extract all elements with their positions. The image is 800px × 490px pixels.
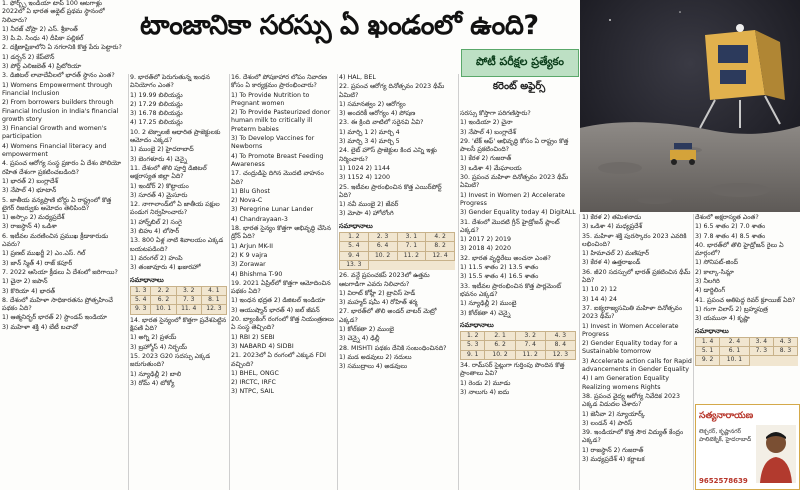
question-line: 33. ఇటీవల ప్రారంభించిన కొత్త పార్లమెంట్ భవనం ఎక్కడ? (460, 282, 562, 298)
answer-key-cell: 12. 4 (426, 251, 455, 260)
question-line: 29. 'టేక్ ఆఫ్' అభివృద్ధి కోసం ఏ రాష్ట్రం కొత్త పాలసీ ప్రకటించింది? (460, 137, 569, 154)
answer-key-cell: 3. 4 (749, 337, 773, 346)
answer-key-table (695, 337, 798, 366)
question-line: 1) 19.99 బిలియన్లు (130, 91, 183, 99)
question-line: 28. MISHTI పథకం దేనికి సంబంధించినది? (339, 344, 447, 352)
question-line: 1) సమానత్వం 2) ఆరోగ్యం (339, 100, 406, 108)
answer-key-cell: 7. 3 (749, 347, 773, 356)
question-line: 16. దేశంలో పోషకాహార లోపం నివారణ కోసం ఏ కార్యక్రమం ప్రారంభించారు? (231, 74, 328, 90)
question-line: 31. దేశంలో మొదటి గ్రీన్ హైడ్రోజన్ ప్లాంట్ ఎక్కడ? (460, 218, 560, 234)
question-line: 17. చంద్రుడిపై దిగిన మొదటి వాహనం ఏది? (231, 170, 324, 186)
question-line: 32. భారత వృద్ధిరేటు అంచనా ఎంత? (460, 254, 551, 262)
question-line: 1) న్యూఢిల్లీ 2) ముంబై (460, 300, 517, 308)
question-line: 3) మహిళా శక్తి 4) బేటీ బచావో (2, 323, 78, 331)
question-line: 1) 11.5 శాతం 2) 13.5 శాతం (460, 264, 539, 272)
question-line: 4) To Promote Breast Feeding Awareness (231, 152, 324, 168)
question-line: 4) HAL, BEL (339, 74, 376, 81)
question-line: 39. ఇండియాలో కొత్త సౌర విద్యుత్ కేంద్రం ఎక్కడ? (582, 429, 684, 445)
answer-key-cell: 9. 1 (461, 350, 485, 359)
question-line: 3) మోపా 4) హోలోంగి (339, 210, 394, 218)
answer-key-cell: 8. 3 (773, 347, 797, 356)
answer-key-cell: 7. 1 (397, 242, 426, 251)
question-line: 1. ఫోర్బ్స్ ఇండియా టాప్ 100 ఆటగాళ్లు 2022లో ఏ భారత అథ్లెట్ ప్రథమ స్థానంలో నిలిచారు? (2, 0, 105, 24)
author-name: సత్యనారాయణ (699, 411, 754, 421)
answer-key-cell: 8. 1 (201, 296, 226, 305)
question-line: 9. భారత్‌లో పెరుగుతున్న ఇంధన వినియోగం ఎంత? (130, 74, 210, 90)
question-line: 35. మహిళా శక్తి పురస్కారం 2023 ఎవరికి లభించింది? (582, 232, 687, 248)
question-line: 1) విరాట్ కోహ్లీ 2) ట్రావిస్ హెడ్ (339, 289, 416, 297)
question-line: 3) పి.వి. సింధు 4) దీపికా పల్లికల్ (2, 35, 84, 43)
question-line: 3) ఒడిశా 4) మేఘాలయ (460, 164, 522, 172)
lunar-lander-photo (580, 0, 800, 212)
question-line: 3) మార్చి 3 4) మార్చి 5 (339, 138, 400, 146)
answer-key-cell: 3. 2 (176, 286, 201, 295)
question-line: 4) I am Generation Equality Realizing womens Rights (582, 375, 669, 391)
question-line: 1) ఇండియా 2) చైనా (460, 119, 513, 127)
answer-key-cell: 5. 1 (696, 347, 720, 356)
column-3 (231, 74, 335, 490)
question-line: 1) అగ్ని 2) ప్రళయ్ (130, 334, 177, 342)
question-line: 4. ప్రపంచ ఆరోగ్య సంస్థ ప్రకారం ఏ దేశం పోలియో రహిత దేశంగా ప్రకటించబడింది? (2, 160, 122, 176)
answer-key-cell: 4. 1 (201, 286, 226, 295)
question-line: 1) Invest in Women Accelerate Progress (582, 322, 679, 338)
question-line: 7. 2022 ఆసియా క్రీడలు ఏ దేశంలో జరిగాయి? (2, 268, 118, 276)
question-line: 3) మధ్యప్రదేశ్ 4) కర్ణాటక (582, 456, 645, 464)
column-1 (2, 0, 125, 490)
answer-key-cell: 4. 3 (773, 337, 797, 346)
column-rule (579, 214, 580, 490)
question-line: 3) Zorawar (231, 261, 266, 269)
question-line: 4) Chandrayaan-3 (231, 215, 288, 223)
column-6 (582, 214, 692, 490)
question-line: 1) 6.5 శాతం 2) 7.0 శాతం (695, 223, 766, 231)
question-line: సరస్సు కోస్తాగా పరిగణిస్తారు? (460, 110, 531, 117)
question-line: 26. వన్డే ప్రపంచకప్ 2023లో ఉత్తమ ఆటగాడిగా ఎవరు నిలిచారు? (339, 272, 430, 288)
answer-key-cell: 13. 3 (340, 260, 369, 269)
author-box (695, 404, 800, 490)
question-line: 1) చైనా 2) జపాన్ (2, 278, 48, 286)
answer-key-cell: 2. 1 (485, 332, 515, 341)
question-line: 30. ప్రపంచ మహిళా దినోత్సవం 2023 థీమ్ ఏమిటి? (460, 174, 569, 190)
question-line: 22. ప్రపంచ ఆరోగ్య దినోత్సవం 2023 థీమ్ ఏమిటి? (339, 83, 445, 99)
answer-key-cell: 1. 3 (131, 286, 151, 295)
question-line: 3) Peregrine Lunar Lander (231, 206, 314, 214)
answer-key-cell: 12. 3 (545, 350, 575, 359)
question-line: 21. 2023లో ఏ రంగంలో ఎక్కువ FDI వచ్చింది? (231, 352, 326, 368)
question-line: 2) IRCTC, IRFC (231, 379, 276, 387)
question-line: 1) నవీ ముంబై 2) జేవర్ (339, 201, 399, 209)
question-line: 1) Blu Ghost (231, 187, 270, 195)
answer-key-cell: 9. 3 (131, 305, 151, 314)
question-line: 1) RBI 2) SEBI (231, 333, 275, 341)
question-line: 3) తంజావూరు 4) ఖజురహో (130, 264, 201, 272)
section-subtitle: కరెంట్ అఫైర్స్ (492, 81, 546, 92)
question-line: 38. ప్రపంచ వైద్య ఆరోగ్య నివేదిక 2023 ఎక్కడ విడుదల చేశారు? (582, 392, 680, 409)
question-line: 3) యమునా 4) కృష్ణా (695, 315, 750, 323)
question-line: 1) BHEL, ONGC (231, 369, 279, 377)
question-line: 18. భారత సైన్యం కొత్తగా అభివృద్ధి చేసిన డ్రోన్ ఏది? (231, 225, 331, 241)
question-line: 1) రాజస్థాన్ 2) గుజరాత్ (582, 446, 644, 454)
answer-key-cell: 11. 2 (397, 251, 426, 260)
answer-key-cell: 12. 3 (201, 305, 226, 314)
question-line: 4) Bhishma T-90 (231, 270, 283, 278)
column-4 (339, 74, 455, 490)
answer-key-cell: 2. 2 (151, 286, 176, 295)
question-line: 3) ఆయుష్మాన్ భారత్ 4) జల్ జీవన్ (231, 306, 320, 314)
answer-key-table (339, 232, 455, 270)
answer-key-cell: 1. 2 (340, 233, 369, 242)
question-line: 4) 17.25 బిలియన్లు (130, 119, 183, 127)
section-badge-label: పోటీ పరీక్షల ప్రత్యేకం (476, 55, 564, 68)
question-line: 2) కాల్కా-సిమ్లా (695, 268, 734, 276)
answer-key-cell: 5. 4 (131, 296, 151, 305)
question-line: 2. దక్షిణాఫ్రికాలోని ఏ నగరానికి కొత్త పేరు పెట్టారు? (2, 44, 122, 52)
headline: టాంజానికా సరస్సు ఏ ఖండంలో ఉంది? (140, 10, 539, 41)
question-line: 1) ముంబై 2) హైదరాబాద్ (130, 146, 194, 154)
question-line: 1) Womens Empowerment through Financial Inclusion (2, 81, 113, 97)
author-avatar (756, 425, 796, 483)
answer-key-cell: 1. 2 (461, 332, 485, 341)
question-line: 1) హార్న్‌బిల్ 2) సంగై (130, 218, 182, 226)
question-line: 1) జెనీవా 2) న్యూయార్క్ (582, 410, 645, 418)
question-line: 36. జీ20 సదస్సులో భారత్ ప్రకటించిన థీమ్ ఏది? (582, 268, 691, 285)
question-line: 3) లండన్ 4) పారిస్ (582, 419, 633, 427)
question-line: 4) డార్జిలింగ్ (695, 287, 726, 295)
answer-key-cell: 3. 2 (515, 332, 545, 341)
question-line: 11. దేశంలో తొలి పూర్తి డిజిటల్ అక్షరాస్యత జిల్లా ఏది? (130, 164, 207, 181)
question-line: 3) 7.8 శాతం 4) 8.5 శాతం (695, 232, 766, 240)
question-line: 3) రోమ్ 4) టోక్యో (130, 379, 175, 387)
question-line: 1) 2017 2) 2019 (460, 236, 511, 244)
question-line: 3) 1152 4) 1200 (339, 174, 390, 182)
answer-key-cell: 10. 2 (368, 251, 397, 260)
question-line: 3) చెన్నై 4) ఢిల్లీ (339, 335, 380, 343)
section-badge (461, 49, 579, 77)
question-line: 1) నీరజ్ చోప్రా 2) ఎస్. శ్రీకాంత్ (2, 25, 78, 33)
answer-key-cell: 10. 1 (151, 305, 176, 314)
column-2 (130, 74, 227, 490)
author-role: లెక్చరర్, కృష్ణానగర్ పాలిటెక్నిక్, హైదరాబాద్ (699, 429, 752, 443)
question-line: 1) 1024 2) 1144 (339, 164, 390, 172)
answer-key-cell: 10. 1 (720, 356, 750, 365)
question-line: 13. 800 ఏళ్ల నాటి శివాలయం ఎక్కడ బయటపడింది? (130, 237, 224, 253)
question-line: 1) డర్బన్ 2) కేప్‌టౌన్ (2, 53, 55, 61)
question-line: 1) మార్చి 1 2) మార్చి 4 (339, 128, 400, 136)
answer-key-title: సమాధానాలు (695, 326, 729, 335)
question-line: 1) గంగా విలాస్ 2) బ్రహ్మపుత్ర (695, 305, 768, 313)
question-line: 2) Nova-C (231, 197, 263, 205)
question-line: 3) నాలుగు 4) ఐదు (460, 388, 510, 396)
question-line: 27. భారత్‌లో తొలి అండర్ వాటర్ మెట్రో ఎక్కడ? (339, 308, 437, 324)
question-line: 3) జాన్ స్మిత్ 4) రాజ్ కపూర్ (2, 259, 73, 267)
question-line: 3) నేపాల్ 4) బంగ్లాదేశ్ (460, 128, 516, 136)
question-line: 3) NABARD 4) SIDBI (231, 342, 294, 350)
author-phone: 9652578639 (699, 477, 748, 485)
answer-key-title: సమాధానాలు (460, 320, 494, 329)
question-line: 3) 16.78 బిలియన్లు (130, 110, 183, 118)
question-line: 3) బిహు 4) లోసార్ (130, 228, 180, 236)
question-line: 1) సోనిపట్-జింద్ (695, 259, 738, 267)
question-line: 3) కొరియా 4) భారత్ (2, 287, 56, 295)
question-line: 1) మడ అడవులు 2) నదులు (339, 353, 412, 361)
question-line: 37. ఐక్యరాజ్యసమితి మహిళా దినోత్సవం 2023 థీమ్? (582, 304, 683, 321)
answer-key-cell: 7. 4 (515, 341, 545, 350)
question-line: 3) 14 4) 24 (582, 295, 617, 303)
question-line: 40. భారత్‌లో తొలి హైడ్రోజన్ రైలు ఏ మార్గంలో? (695, 241, 784, 258)
question-line: 1) న్యూఢిల్లీ 2) బాలి (130, 370, 182, 378)
question-line: 15. 2023 G20 సదస్సు ఎక్కడ జరుగుతుంది? (130, 352, 211, 369)
question-line: 2) To Provide Pasteurized donor human milk to critically ill Preterm babies (231, 109, 331, 133)
question-line: 5. జాతీయ వన్యప్రాణి బోర్డు ఏ రాష్ట్రంలో కొత్త టైగర్ రిజర్వుకు ఆమోదం తెలిపింది? (2, 196, 112, 212)
question-line: 19. 2021 ఏప్రిల్‌లో కొత్తగా ఆమోదించిన పథకం ఏది? (231, 279, 331, 296)
answer-key-cell: 11. 2 (515, 350, 545, 359)
question-line: 4) Womens Financial literacy and empowerment (2, 142, 107, 159)
question-line: 3) NTPC, SAIL (231, 388, 275, 396)
question-line: 1) అస్సాం 2) మధ్యప్రదేశ్ (2, 214, 65, 222)
answer-key-cell: 6. 2 (151, 296, 176, 305)
answer-key-cell: 3. 1 (397, 233, 426, 242)
question-line: 3) Financial Growth and women's participation (2, 125, 107, 141)
question-line: 3) సూరత్ 4) మైసూరు (130, 191, 188, 199)
question-line: దేశంలో అక్షరాస్యత ఎంత? (695, 214, 759, 221)
column-rule (128, 74, 129, 490)
question-line: 3) కేరళ 4) ఉత్తరాఖండ్ (582, 259, 641, 267)
question-line: 20. బ్యాంకింగ్ రంగంలో కొత్త నియంత్రణలు ఏ సంస్థ తెచ్చింది? (231, 316, 334, 332)
answer-key-cell: 4. 3 (545, 332, 575, 341)
question-line: 3) బ్రహ్మోస్ 4) నిర్భయ్ (130, 343, 187, 351)
question-line: 3) బెంగళూరు 4) చెన్నై (130, 155, 187, 163)
question-line: 3) Gender Equality today 4) DigitALL (460, 209, 576, 217)
answer-key-cell: 4. 2 (426, 233, 455, 242)
answer-key-cell: 9. 4 (340, 251, 369, 260)
question-line: 3. డిజిటల్ లావాదేవీలలో భారత్ స్థానం ఎంత? (2, 72, 115, 80)
question-line: 41. ప్రపంచ అతిపెద్ద రివర్ క్రూయిజ్ ఏది? (695, 296, 796, 304)
answer-key-cell: 10. 2 (485, 350, 515, 359)
question-line: 1) వరంగల్ 2) హంపి (130, 254, 183, 262)
question-line: 1) కేరళ 2) గుజరాత్ (460, 155, 512, 163)
column-rule (693, 214, 694, 490)
question-line: 1) ప్రణబ్ ముఖర్జీ 2) ఎం.ఎస్. గిల్ (2, 250, 86, 258)
question-line: 34. రామ్‌సర్ సైట్లుగా గుర్తింపు పొందిన కొత్త ప్రాంతాలు ఏవి? (460, 362, 565, 378)
answer-key-cell: 6. 2 (485, 341, 515, 350)
question-line: 1) To Provide Nutrition to Pregnant women (231, 91, 310, 107)
question-line: 6. ఇటీవల మరణించిన ప్రముఖ క్రీడాకారుడు ఎవరు? (2, 232, 109, 249)
answer-key-cell: 9. 2 (696, 356, 720, 365)
answer-key-cell: 7. 3 (176, 296, 201, 305)
answer-key-cell: 5. 3 (461, 341, 485, 350)
answer-key-table (460, 331, 576, 360)
question-line: 14. భారత సైన్యంలో కొత్తగా ప్రవేశపెట్టిన క్షిపణి ఏది? (130, 316, 227, 333)
answer-key-cell: 2. 3 (368, 233, 397, 242)
question-line: 1) Arjun MK-II (231, 242, 273, 250)
question-line: 2) 17.29 బిలియన్లు (130, 100, 183, 108)
question-line: 2) K 9 vajra (231, 251, 268, 259)
question-line: 2) From borrowers builders through Financial Inclusion in India's financial growth story (2, 99, 119, 123)
question-line: 1) హిమాచల్ 2) మణిపూర్ (582, 250, 650, 258)
column-rule (229, 74, 230, 490)
question-line: 10. 2 టెక్నాలజీ ఆధారిత ప్రాజెక్టులకు ఆమోదం ఎక్కడ? (130, 128, 221, 145)
question-line: 3) పోర్ట్ ఎలిజబెత్ 4) ప్రిటోరియా (2, 63, 82, 71)
question-line: 1) కోల్‌కతా 2) ముంబై (339, 326, 394, 334)
answer-key-cell: 8. 4 (545, 341, 575, 350)
lunar-surface-illustration (580, 0, 800, 212)
question-line: 3) నీలగిరి (695, 278, 720, 286)
question-line: 3) రాజస్థాన్ 4) ఒడిశా (2, 223, 57, 231)
question-line: 3) నేపాల్ 4) భూటాన్ (2, 187, 57, 195)
column-rule (458, 74, 459, 490)
question-line: 8. దేశంలో మహిళా సాధికారతను ప్రోత్సహించే పథకం ఏది? (2, 296, 113, 313)
question-line: 25. ఇటీవల ప్రారంభించిన కొత్త ఎయిర్‌పోర్ట్ ఏది? (339, 183, 442, 199)
question-line: 3) సముద్రాలు 4) అడవులు (339, 363, 408, 371)
question-line: 1) ఇంధన భద్రత 2) డిజిటల్ ఇండియా (231, 297, 326, 305)
question-line: 24. లైట్ హౌస్ ప్రాజెక్టుల కింద ఎన్ని ఇళ్లు నిర్మించారు? (339, 147, 437, 163)
column-5 (460, 110, 576, 490)
answer-key-cell: 6. 4 (368, 242, 397, 251)
answer-key-cell: 8. 2 (426, 242, 455, 251)
answer-key-cell: 11. 4 (176, 305, 201, 314)
answer-key-cell: 1. 4 (696, 337, 720, 346)
question-line: 1) ఆత్మనిర్భర్ భారత్ 2) స్టాండప్ ఇండియా (2, 314, 107, 322)
question-line: 1) ఇండోర్ 2) కొట్టాయం (130, 182, 189, 190)
question-line: 3) 15.5 శాతం 4) 16.5 శాతం (460, 273, 539, 281)
question-line: 3) To Develop Vaccines for Newborns (231, 135, 315, 151)
answer-key-cell: 5. 4 (340, 242, 369, 251)
question-line: 3) మహ్మద్ షమీ 4) రోహిత్ శర్మ (339, 299, 418, 307)
question-line: 1) కేరళ 2) తమిళనాడు (582, 214, 642, 221)
question-line: 1) రెండు 2) మూడు (460, 379, 511, 387)
answer-key-table (130, 286, 227, 315)
question-line: 3) అందరికీ ఆరోగ్యం 4) పోషణ (339, 110, 416, 118)
question-line: 23. ఈ క్రింది వాటిలో సరైనవి ఏవి? (339, 119, 424, 127)
answer-key-title: సమాధానాలు (339, 221, 373, 230)
question-line: 3) Accelerate action calls for Rapid advancements in Gender Equality (582, 357, 692, 374)
answer-key-cell: 6. 1 (720, 347, 750, 356)
question-line: 3) 2018 4) 2020 (460, 245, 511, 253)
answer-key-cell: 2. 4 (720, 337, 750, 346)
answer-key-title: సమాధానాలు (130, 275, 164, 284)
question-line: 2) Gender Equality today for a Sustainable tomorrow (582, 340, 678, 356)
question-line: 3) ఒడిశా 4) మధ్యప్రదేశ్ (582, 223, 643, 231)
question-line: 3) కోల్‌కతా 4) చెన్నై (460, 309, 511, 317)
column-rule (337, 74, 338, 490)
question-line: 12. నాగాలాండ్‌లో ఏ జాతీయ పక్షుల పండుగ నిర్వహించారు? (130, 201, 220, 217)
question-line: 1) Invest in Women 2) Accelerate Progress (460, 191, 565, 207)
question-line: 1) 10 2) 12 (582, 286, 617, 294)
question-line: 1) భారత్ 2) బంగ్లాదేశ్ (2, 177, 58, 185)
